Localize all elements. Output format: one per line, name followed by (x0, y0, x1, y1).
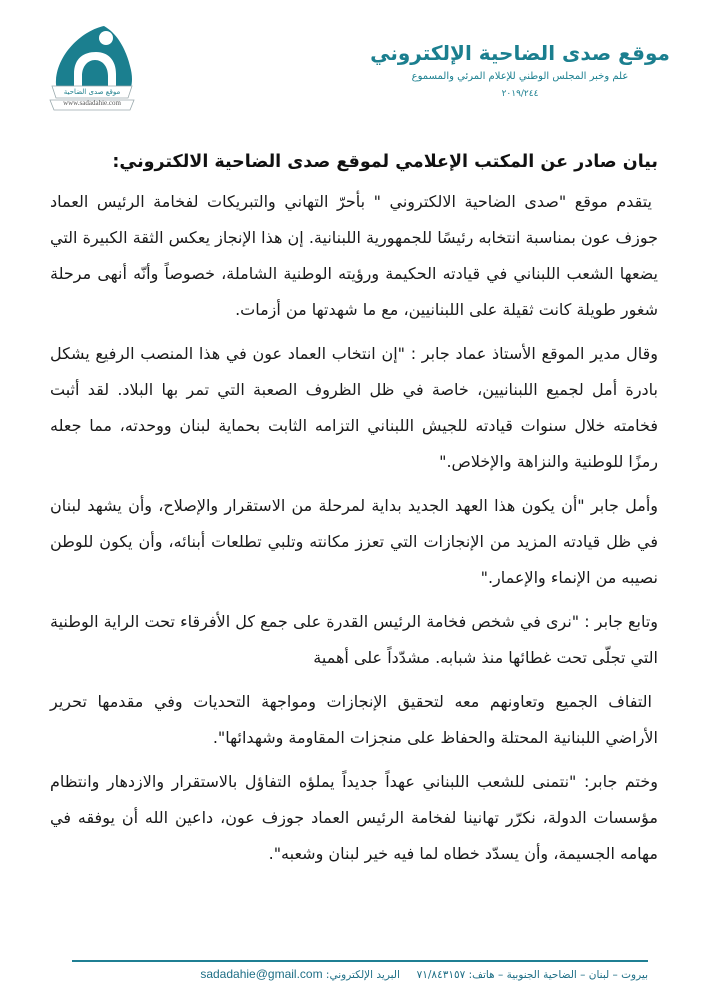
footer-divider (72, 960, 648, 962)
paragraph-5: التفاف الجميع وتعاونهم معه لتحقيق الإنجازات ومواجهة التحديات وفي مقدمها تحرير الأراضي اللبنانية المحتلة والحفاظ على منجزات المقاومة وشهدائها". (50, 692, 658, 747)
paragraph-4: وتابع جابر : "نرى في شخص فخامة الرئيس القدرة على جمع كل الأفرقاء تحت الراية الوطنية التي تجلّى تحت غطائها منذ شبابه. مشدّداً على أهمية (50, 612, 658, 667)
paragraph-2: وقال مدير الموقع الأستاذ عماد جابر : "إن انتخاب العماد عون في هذا المنصب الرفيع يشكل بادرة أمل لجميع اللبنانيين، خاصة في ظل الظروف الصعبة التي تمر بها البلاد. لقد أثبت فخامته خلال سنوات قيادته للجيش اللبناني التزامه الثابت بحماية لبنان ووحدته، مما جعله رمزًا للوطنية والنزاهة والإخلاص." (50, 344, 658, 471)
footer-email-label: البريد الإلكتروني: (325, 969, 400, 981)
footer-contact (72, 966, 648, 983)
paragraph-1: يتقدم موقع "صدى الضاحية الالكتروني " بأحرّ التهاني والتبريكات لفخامة الرئيس العماد جوزف عون بمناسبة انتخابه رئيسًا للجمهورية اللبنانية. إن هذا الإنجاز يعكس الثقة الكبيرة التي يضعها الشعب اللبناني في قيادته الحكيمة ورؤيته الوطنية الشاملة، خصوصاً وأنّه أنهى مرحلة شغور طويلة كانت ثقيلة على اللبنانيين، مع ما شهدتها من أزمات. (50, 192, 658, 319)
paragraph-6: وختم جابر: "نتمنى للشعب اللبناني عهداً جديداً يملؤه التفاؤل بالاستقرار والازدهار وانتظام مؤسسات الدولة، نكرّر تهانينا لفخامة الرئيس العماد جوزف عون، داعين الله أن يوفقه في مهامه الجسيمة، وأن يسدّد خطاه لما فيه خير لبنان وشعبه". (50, 772, 658, 863)
site-logo (44, 22, 140, 114)
masthead (350, 40, 690, 100)
site-name: موقع صدى الضاحية الإلكتروني (370, 41, 670, 65)
page-footer (72, 960, 648, 983)
logo-url-text: www.sadadahie.com (63, 99, 121, 107)
statement-title: بيان صادر عن المكتب الإعلامي لموقع صدى الضاحية الالكتروني: (112, 152, 658, 172)
logo-arabic-text: موقع صدى الضاحية (63, 88, 121, 96)
paragraph-3: وأمل جابر "أن يكون هذا العهد الجديد بداية لمرحلة من الاستقرار والإصلاح، وأن يشهد لبنان في ظل قيادته المزيد من الإنجازات التي تعزز مكانته وتلبي تطلعات أبنائه، وأن يكون للوطن نصيبه من الإنماء والإعمار." (50, 496, 658, 587)
footer-email[interactable]: sadadahie@gmail.com (200, 967, 323, 981)
footer-address: بيروت – لبنان – الضاحية الجنوبية – هاتف: ٧١/٨٤٣١٥٧ (416, 969, 648, 981)
license-number: ٢٠١٩/٢٤٤ (501, 89, 539, 99)
statement-body (50, 150, 658, 880)
site-subtitle: علم وخبر المجلس الوطني للإعلام المرئي والمسموع (411, 71, 629, 82)
